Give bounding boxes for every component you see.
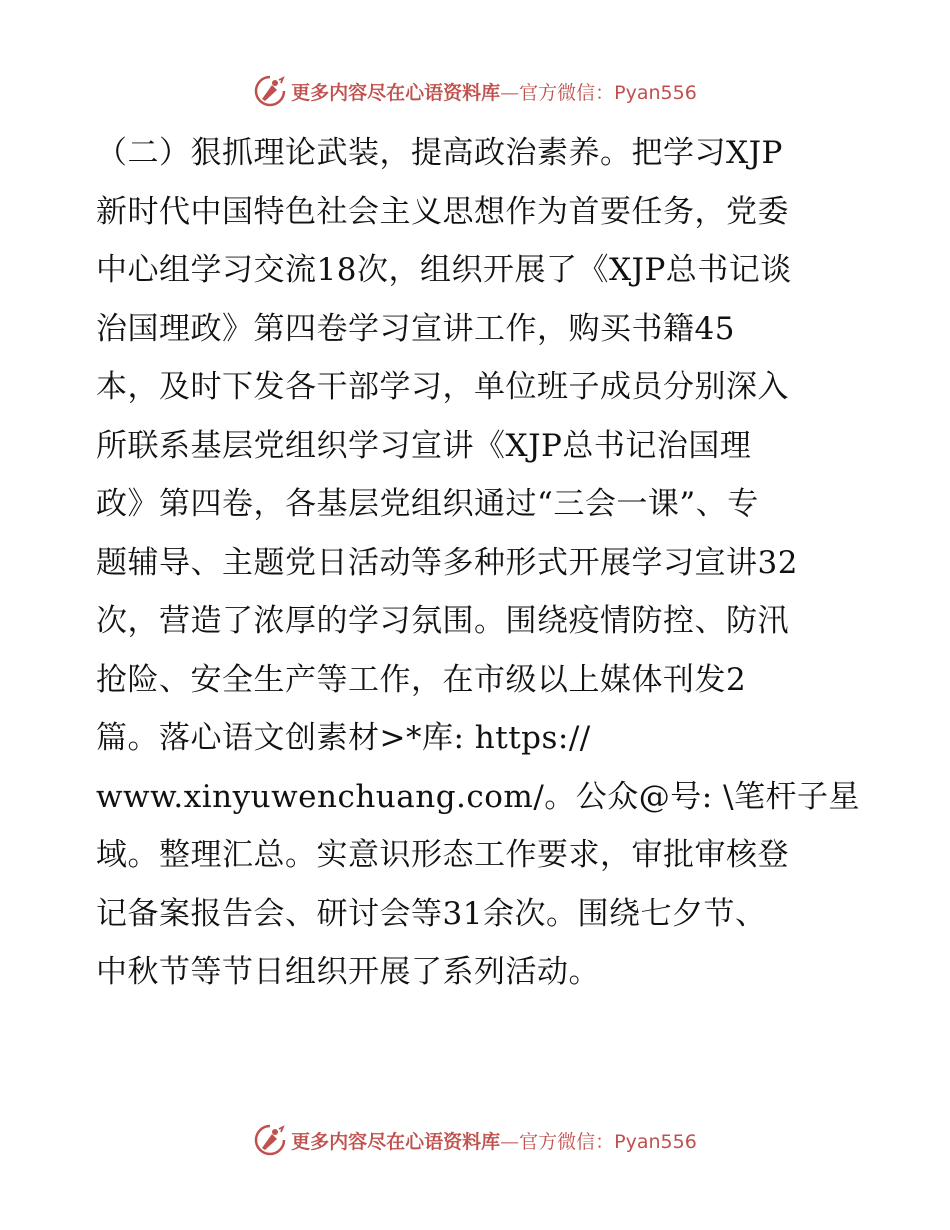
body-line: 本，及时下发各干部学习，单位班子成员分别深入 — [96, 369, 789, 405]
header-banner — [0, 71, 950, 111]
footer-contact-text: 官方微信：Pyan556 — [519, 1130, 697, 1153]
body-line: www.xinyuwenchuang.com/。公众@号: \笔杆子星 — [96, 778, 861, 815]
body-line: 题辅导、主题党日活动等多种形式开展学习宣讲32 — [96, 544, 798, 581]
pen-nib-logo-icon — [253, 1123, 287, 1157]
body-line: 次，营造了浓厚的学习氛围。围绕疫情防控、防汛 — [96, 603, 789, 639]
document-body — [96, 124, 876, 1002]
body-line: 抢险、安全生产等工作，在市级以上媒体刊发2 — [96, 661, 747, 698]
footer-banner — [0, 1120, 950, 1160]
footer-banner-text — [291, 1127, 697, 1154]
body-line: 中心组学习交流18次，组织开展了《XJP总书记谈 — [96, 252, 792, 288]
body-line: 记备案报告会、研讨会等31余次。围绕七夕节、 — [96, 895, 767, 932]
body-line: 治国理政》第四卷学习宣讲工作，购买书籍45 — [96, 310, 735, 347]
body-line: 篇。落心语文创素材>*库: https:// — [96, 720, 591, 756]
body-line: （二）狠抓理论武装，提高政治素养。把学习XJP — [96, 135, 783, 171]
footer-separator: — — [500, 1130, 520, 1153]
header-contact-text: 官方微信：Pyan556 — [519, 81, 697, 104]
pen-nib-logo-icon — [253, 74, 287, 108]
body-line: 新时代中国特色社会主义思想作为首要任务，党委 — [96, 193, 789, 230]
header-banner-text — [291, 78, 697, 105]
body-line: 政》第四卷，各基层党组织通过“三会一课”、专 — [96, 486, 759, 522]
body-line: 中秋节等节日组织开展了系列活动。 — [96, 954, 600, 990]
header-separator: — — [500, 81, 520, 104]
header-brand-text: 更多内容尽在心语资料库 — [291, 81, 501, 104]
body-line: 所联系基层党组织学习宣讲《XJP总书记治国理 — [96, 427, 752, 464]
body-line: 域。整理汇总。实意识形态工作要求，审批审核登 — [96, 837, 789, 873]
footer-brand-text: 更多内容尽在心语资料库 — [291, 1130, 501, 1153]
